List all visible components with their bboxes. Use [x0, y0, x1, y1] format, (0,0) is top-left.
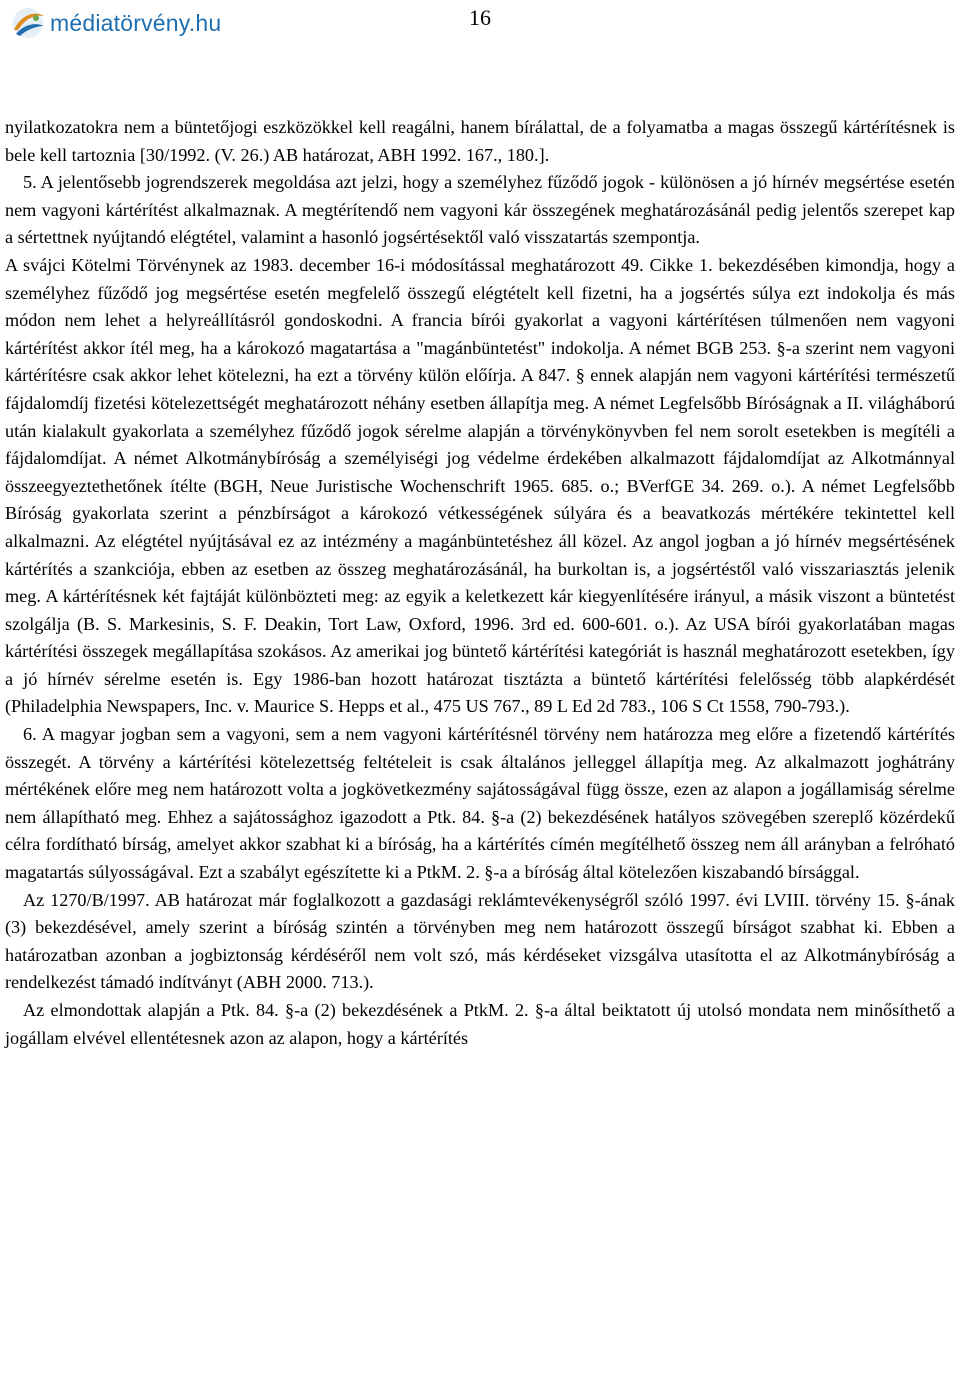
page-number: 16	[469, 5, 491, 30]
paragraph: 6. A magyar jogban sem a vagyoni, sem a nem vagyoni kártérítésnél törvény nem határozza meg előre a fizetendő kártérítés összegét. A törvény a kártérítési kötelezettség feltételeit is csak általános jelleggel állapítja meg. Az alkalmazott joghátrány mértékének előre meg nem határozott volta a jogkövetkezmény sajátosságával függ össze, ezen az alapon a jogállamiság sérelme nem állapítható meg. Ehhez a sajátossághoz igazodott a Ptk. 84. §-a (2) bekezdésének hatályos szövegében szereplő közérdekű célra fordítható bírság, amelyet akkor szabhat ki a bíróság, ha a kártérítés címén megítélhető összeg nem áll arányban a felróható magatartás súlyosságával. Ezt a szabályt egészítette ki a PtkM. 2. §-a a bíróság által kötelezően kiszabandó bírsággal.	[5, 724, 955, 883]
paragraph: Az 1270/B/1997. AB határozat már foglalkozott a gazdasági reklámtevékenységről szóló 1997. évi LVIII. törvény 15. §-ának (3) bekezdésével, amely szerint a bíróság szintén a törvényben meg nem határozott összegű bírságot szabhat ki. Ebben a határozatban azonban a jogbiztonság kérdéséről nem volt szó, más kérdéseket vizsgálva utasította el az Alkotmánybíróság a rendelkezést támadó indítványt (ABH 2000. 713.).	[5, 889, 955, 993]
paragraph: nyilatkozatokra nem a büntetőjogi eszközökkel kell reagálni, hanem bírálattal, de a folyamatba a magas összegű kártérítésnek is bele kell tartoznia [30/1992. (V. 26.) AB határozat, ABH 1992. 167., 180.].	[5, 117, 955, 165]
paragraph: A svájci Kötelmi Törvénynek az 1983. december 16-i módosítással meghatározott 49. Cikke 1. bekezdésében kimondja, hogy a személyhez fűződő jog megsértése esetén megfelelő összegű elégtételt kell fizetni, ha a jogsértés súlya ezt indokolja és más módon nem lehet a helyreállításról gondoskodni. A francia bírói gyakorlat a vagyoni kártérítésen túlmenően nem vagyoni kártérítést akkor ítél meg, ha a károkozó magatartása a "magánbüntetést" indokolja. A német BGB 253. §-a szerint nem vagyoni kártérítésre csak akkor lehet kötelezni, ha ezt a törvény külön előírja. A 847. § ennek alapján nem vagyoni kártérítési természetű fájdalomdíj fizetési kötelezettségét meghatározott néhány esetben állapítja meg. A német Legfelsőbb Bíróságnak a II. világháború után kialakult gyakorlata a személyhez fűződő jogok sérelme alapján a törvénykönyvben fel nem sorolt esetekben is megítéli a fájdalomdíjat. A német Alkotmánybíróság a személyiségi jog védelme érdekében alkalmazott fájdalomdíjat az Alkotmánnyal összeegyeztethetőnek ítélte (BGH, Neue Juristische Wochenschrift 1965. 685. o.; BVerfGE 34. 269. o.). A német Legfelsőbb Bíróság gyakorlata szerint a pénzbírságot a károkozó vétkességének súlyára és a beavatkozás mértékére tekintettel kell alkalmazni. Az elégtétel nyújtásával ez az intézmény a magánbüntetéshez áll közel. Az angol jogban a jó hírnév megsértésének kártérítés a szankciója, ebben az esetben az összeg meghatározásánál, ha burkoltan is, a jogsértéstől való visszariasztás jelenik meg. A kártérítésnek két fajtáját különbözteti meg: az egyik a keletkezett kár kiegyenlítésére irányul, a másik viszont a büntetést szolgálja (B. S. Markesinis, S. F. Deakin, Tort Law, Oxford, 1996. 3rd ed. 600-601. o.). Az USA bírói gyakorlatában magas kártérítési összegek megállapítása szokásos. Az amerikai jog büntető kártérítési kategóriát is használ meghatározott esetekben, így a jó hírnév sérelme esetén is. Egy 1986-ban hozott határozat tisztázta a büntető kártérítési felelősség több alapkérdését (Philadelphia Newspapers, Inc. v. Maurice S. Hepps et al., 475 US 767., 89 L Ed 2d 783., 106 S Ct 1558, 790-793.).	[5, 254, 955, 717]
paragraph: 5. A jelentősebb jogrendszerek megoldása azt jelzi, hogy a személyhez fűződő jogok - különösen a jó hírnév megsértése esetén nem vagyoni kártérítést alkalmaznak. A megtérítendő nem vagyoni kár összegének meghatározásánál pedig jelentős szerepet kap a sértettnek nyújtandó elégtétel, valamint a hasonló jogsértésektől való visszatartás szempontja.	[5, 172, 955, 248]
paragraph: Az elmondottak alapján a Ptk. 84. §-a (2) bekezdésének a PtkM. 2. §-a által beiktatott új utolsó mondata nem minősíthető a jogállam elvével ellentétesnek azon az alapon, hogy a kártérítés	[5, 1000, 955, 1048]
logo-text: médiatörvény.hu	[50, 9, 222, 36]
document-body	[5, 114, 955, 1052]
